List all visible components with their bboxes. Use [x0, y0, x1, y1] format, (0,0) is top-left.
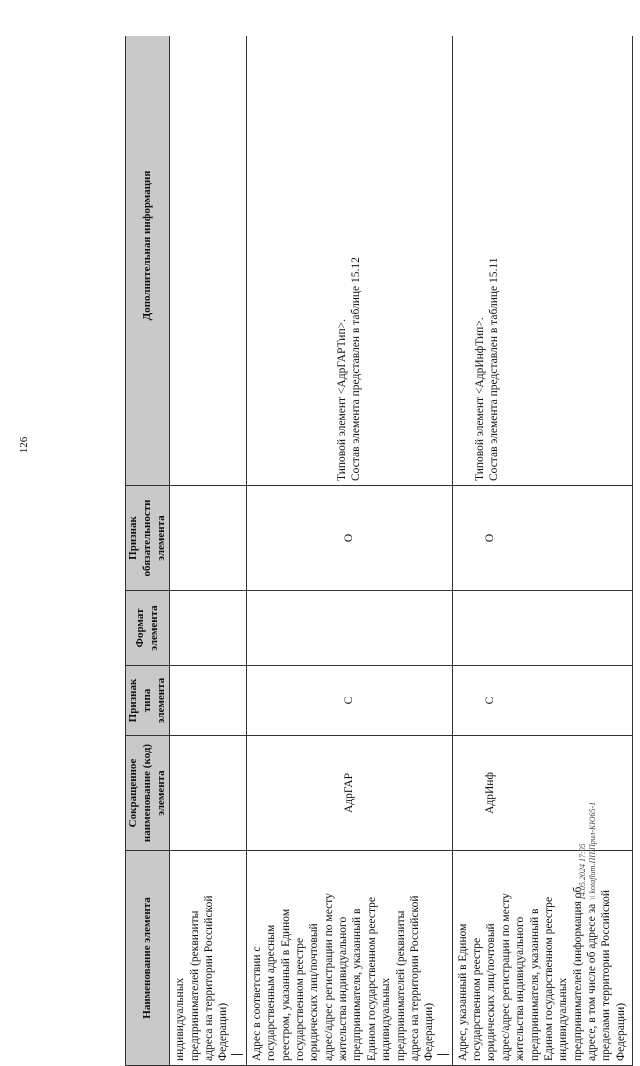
element-required-cell: О	[452, 486, 632, 591]
footer-date: 14.05.2024 17:05	[578, 843, 587, 900]
continuation-line: Федерации)	[216, 855, 242, 1061]
text-cursor-mark	[437, 1054, 449, 1055]
continuation-line: предпринимателей (реквизиты	[188, 910, 201, 1061]
header-type: Признак типа элемента	[126, 666, 170, 736]
element-required-cell: О	[246, 486, 452, 591]
continuation-line: адреса на территории Российской	[203, 895, 215, 1061]
element-format-cell	[246, 591, 452, 666]
text-cursor-mark	[231, 1054, 243, 1055]
header-info: Дополнительная информация	[126, 36, 170, 486]
header-name: Наименование элемента	[126, 851, 170, 1066]
header-required: Признак обязательности элемента	[126, 486, 170, 591]
element-code-cell: АдрИнф	[452, 736, 632, 851]
table-row	[246, 36, 452, 1066]
rotated-table-container	[125, 36, 633, 1066]
header-code: Сокращенное наименование (код) элемента	[126, 736, 170, 851]
header-format: Формат элемента	[126, 591, 170, 666]
continuation-name-cell	[170, 851, 247, 1066]
elements-table	[125, 36, 633, 1066]
element-type-cell: С	[452, 666, 632, 736]
element-name-cell: Адрес в соответствии с государственным адресным реестром, указанный в Едином государственном реестре юридических лиц/почтовый адрес/адрес регистрации по месту жительства индивидуального предпринимателя, указанный в Едином государственном реестре индивидуальных предпринимателей (реквизиты адреса на территории Российской Федерации)	[246, 851, 452, 1066]
element-info-cell: Типовой элемент <АдрГАРТип>. Состав элемента представлен в таблице 15.12	[246, 36, 452, 486]
element-type-cell: С	[246, 666, 452, 736]
element-format-cell	[452, 591, 632, 666]
table-row-continuation	[170, 36, 247, 1066]
element-code-cell: АдрГАР	[246, 736, 452, 851]
element-name-cell: Адрес, указанный в Едином государственном реестре юридических лиц/почтовый адрес/адрес регистрации по месту жительства индивидуального предпринимателя, указанный в Едином государственном реестре индивидуальных предпринимателей (информация об адресе, в том числе об адресе за пределами территории Российской Федерации)	[452, 851, 632, 1066]
continuation-line: индивидуальных	[174, 977, 187, 1061]
element-info-cell: Типовой элемент <АдрИнфТип>. Состав элемента представлен в таблице 15.11	[452, 36, 632, 486]
footer-stamp	[578, 760, 600, 900]
footer-path: \\ kotaflum.ПП.Прил-КЮ65-1	[588, 801, 597, 900]
table-row	[452, 36, 632, 1066]
table-header-row	[126, 36, 170, 1066]
page-number: 126	[18, 436, 30, 454]
